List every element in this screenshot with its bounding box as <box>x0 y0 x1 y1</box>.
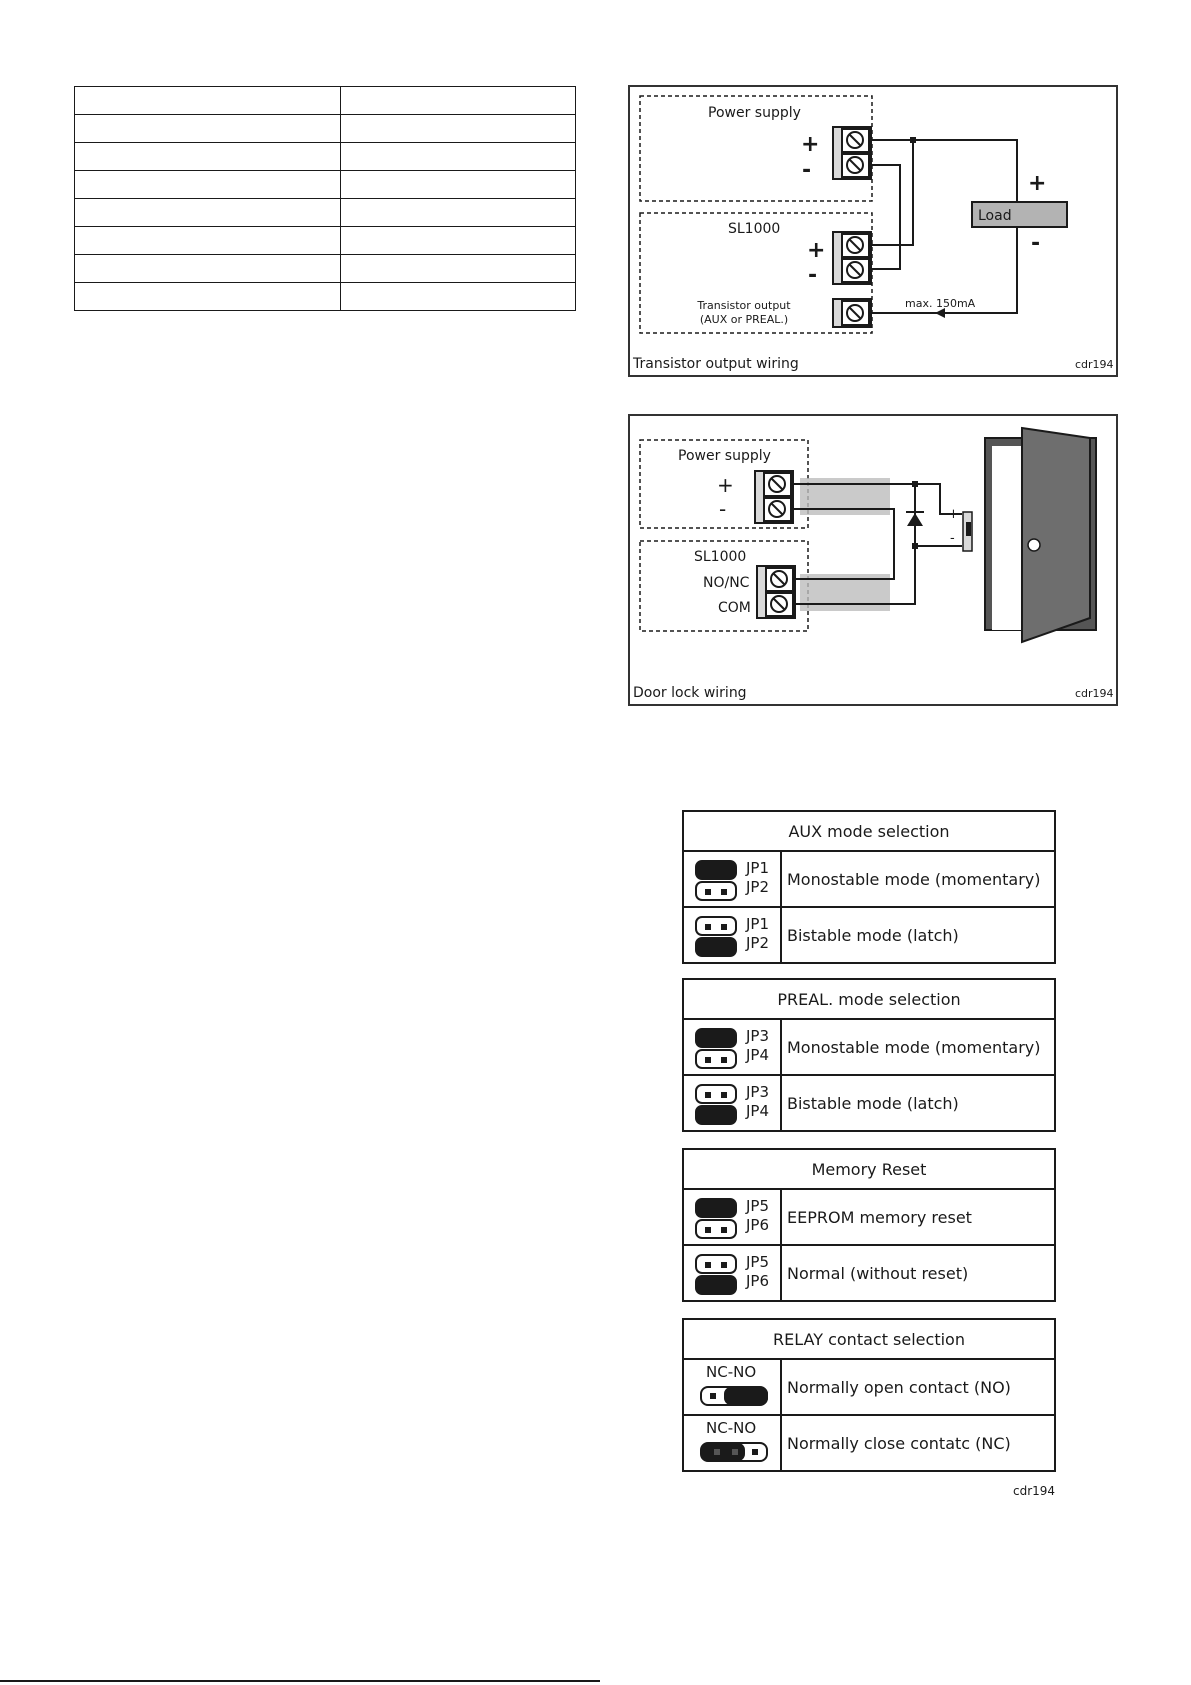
no-nc-label: NO/NC <box>703 575 750 591</box>
table-header: AUX mode selection <box>684 812 1054 852</box>
jumper-label: JP5 <box>746 1197 770 1215</box>
table-row <box>75 115 576 143</box>
table-cell <box>75 87 341 115</box>
mode-description: Normally open contact (NO) <box>787 1377 1011 1397</box>
diagram-code: cdr194 <box>1075 687 1114 700</box>
jumper-label: JP2 <box>746 878 770 896</box>
preal-mode-table <box>682 978 1056 1132</box>
aux-mode-table <box>682 810 1056 964</box>
table-cell <box>341 199 576 227</box>
diagram-code: cdr194 <box>1075 358 1114 371</box>
diagram-caption: Transistor output wiring <box>633 356 799 372</box>
table-header: PREAL. mode selection <box>684 980 1054 1020</box>
mode-description: EEPROM memory reset <box>787 1207 972 1227</box>
table-cell <box>75 227 341 255</box>
table-cell <box>341 255 576 283</box>
ps-terminal-icon <box>833 127 871 179</box>
relay-jumper-nc-icon <box>700 1442 768 1462</box>
ps-terminal-icon <box>755 471 793 523</box>
table-row <box>75 87 576 115</box>
jumper-cell <box>684 1360 782 1414</box>
jumper-cell <box>684 1416 782 1470</box>
sl1000-label: SL1000 <box>694 549 747 565</box>
relay-contact-table <box>682 1318 1056 1472</box>
jumper-closed-icon <box>695 1275 737 1295</box>
transistor-wiring-diagram <box>628 85 1118 377</box>
load-label: Load <box>978 208 1012 224</box>
sl-plus: + <box>807 238 826 263</box>
table-header: RELAY contact selection <box>684 1320 1054 1360</box>
max-current-label: max. 150mA <box>905 297 976 310</box>
jumper-label: NC-NO <box>706 1419 757 1437</box>
relay-jumper-no-icon <box>700 1386 768 1406</box>
mode-description: Normal (without reset) <box>787 1263 969 1283</box>
table-cell <box>341 115 576 143</box>
ps-label: Power supply <box>708 105 801 121</box>
jumper-cell <box>684 1020 782 1074</box>
table-row <box>75 171 576 199</box>
diagram-caption: Door lock wiring <box>633 685 747 701</box>
lock-minus: - <box>950 531 955 546</box>
jumper-label: JP5 <box>746 1253 770 1271</box>
door-lock-wiring-diagram <box>628 414 1118 706</box>
jumper-label: JP6 <box>746 1272 770 1290</box>
jumper-label: JP6 <box>746 1216 770 1234</box>
figure-code: cdr194 <box>1013 1484 1056 1498</box>
table-cell <box>341 283 576 311</box>
table-cell <box>75 255 341 283</box>
jumper-label: JP3 <box>746 1083 770 1101</box>
com-label: COM <box>718 600 751 616</box>
jumper-cell <box>684 1076 782 1130</box>
table-row <box>684 852 1054 906</box>
table-cell <box>341 87 576 115</box>
jumper-closed-icon <box>695 937 737 957</box>
table-cell <box>341 171 576 199</box>
table-row <box>684 1190 1054 1244</box>
jumper-closed-icon <box>695 1198 737 1218</box>
jumper-open-icon <box>695 881 737 901</box>
page-divider <box>0 1680 600 1682</box>
jumper-open-icon <box>695 916 737 936</box>
table-cell <box>341 143 576 171</box>
mode-description: Normally close contatc (NC) <box>787 1433 1011 1453</box>
sl-terminal-icon <box>833 232 871 284</box>
table-row <box>75 255 576 283</box>
jumper-cell <box>684 1246 782 1300</box>
ps-plus: + <box>801 132 820 157</box>
table-cell <box>75 143 341 171</box>
jumper-closed-icon <box>695 1028 737 1048</box>
table-header: Memory Reset <box>684 1150 1054 1190</box>
jumper-label: NC-NO <box>706 1363 757 1381</box>
load-minus: - <box>1031 231 1041 256</box>
jumper-label: JP4 <box>746 1046 770 1064</box>
table-row <box>75 283 576 311</box>
ps-label: Power supply <box>678 448 771 464</box>
table-row <box>75 199 576 227</box>
jumper-label: JP1 <box>746 859 770 877</box>
jumper-open-icon <box>695 1219 737 1239</box>
jumper-closed-icon <box>695 1105 737 1125</box>
jumper-closed-icon <box>695 860 737 880</box>
lock-plus: + <box>948 507 959 522</box>
memory-reset-table <box>682 1148 1056 1302</box>
table-row <box>684 1414 1054 1470</box>
table-cell <box>75 199 341 227</box>
table-row <box>75 143 576 171</box>
mode-description: Monostable mode (momentary) <box>787 1037 1041 1057</box>
sl-terminal-icon <box>757 566 795 618</box>
table-row <box>75 227 576 255</box>
door-icon <box>985 428 1096 642</box>
transistor-terminal-icon <box>833 299 871 327</box>
jumper-open-icon <box>695 1049 737 1069</box>
jumper-label: JP2 <box>746 934 770 952</box>
transistor-label-1: Transistor output <box>697 299 791 312</box>
jumper-open-icon <box>695 1084 737 1104</box>
table-cell <box>75 115 341 143</box>
table-row <box>684 906 1054 962</box>
table-row <box>684 1074 1054 1130</box>
table-row <box>684 1360 1054 1414</box>
jumper-label: JP3 <box>746 1027 770 1045</box>
ps-plus: + <box>717 473 734 497</box>
jumper-cell <box>684 852 782 906</box>
transistor-label-2: (AUX or PREAL.) <box>699 313 789 326</box>
load-plus: + <box>1028 171 1047 196</box>
diode-icon <box>906 512 924 526</box>
jumper-label: JP4 <box>746 1102 770 1120</box>
table-cell <box>75 283 341 311</box>
sl1000-label: SL1000 <box>728 221 781 237</box>
mode-description: Bistable mode (latch) <box>787 925 959 945</box>
mode-description: Bistable mode (latch) <box>787 1093 959 1113</box>
table-cell <box>341 227 576 255</box>
table-row <box>684 1244 1054 1300</box>
mode-description: Monostable mode (momentary) <box>787 869 1041 889</box>
blank-table <box>74 86 576 311</box>
table-cell <box>75 171 341 199</box>
sl-minus: - <box>808 263 818 288</box>
jumper-cell <box>684 908 782 962</box>
ps-minus: - <box>802 158 812 183</box>
ps-minus: - <box>719 497 727 521</box>
jumper-label: JP1 <box>746 915 770 933</box>
table-row <box>684 1020 1054 1074</box>
jumper-cell <box>684 1190 782 1244</box>
jumper-open-icon <box>695 1254 737 1274</box>
